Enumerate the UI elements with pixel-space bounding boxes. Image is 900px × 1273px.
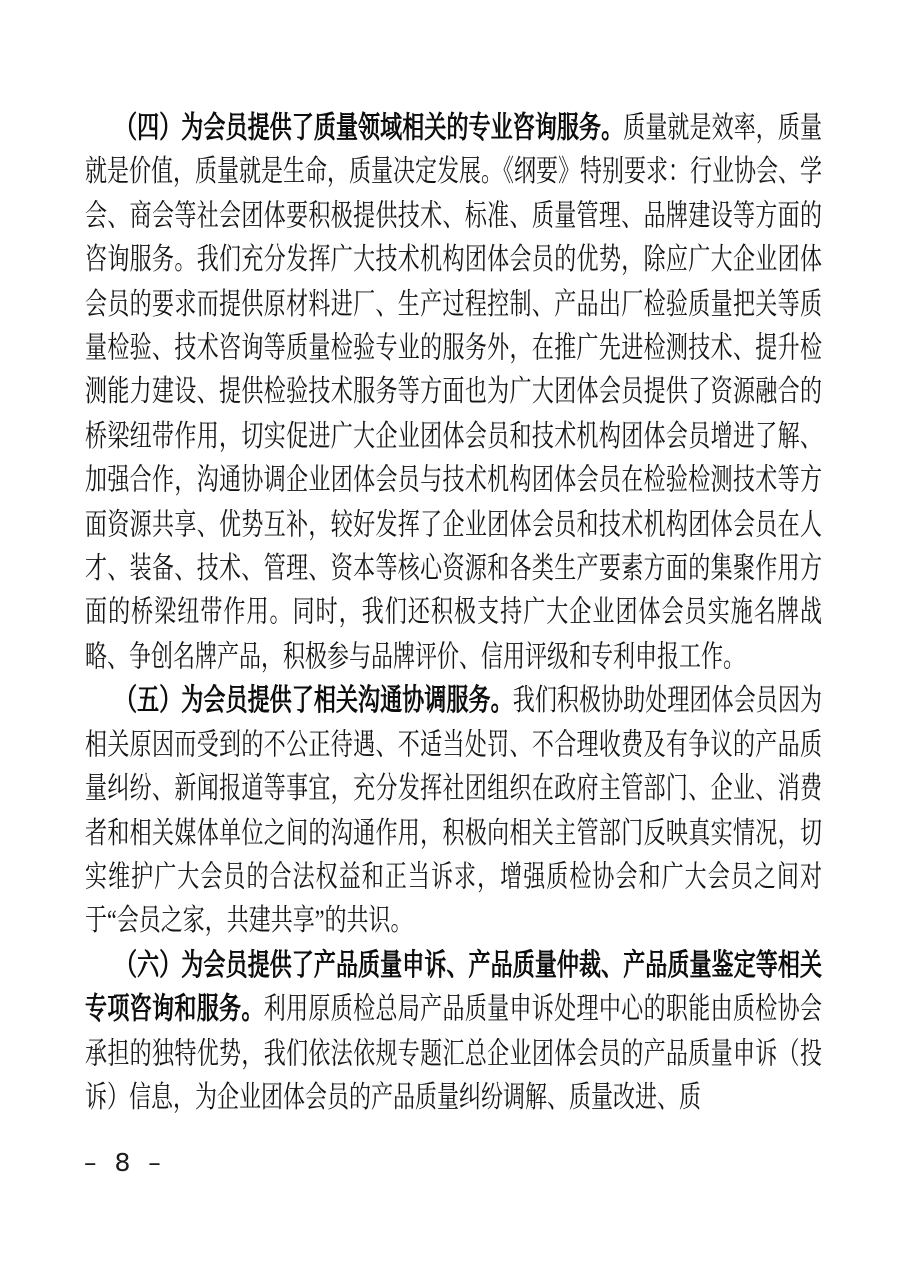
paragraph-section-4-heading: （四）为会员提供了质量领域相关的专业咨询服务。 — [115, 110, 624, 145]
paragraph-section-4-text: 质量就是效率，质量就是价值，质量就是生命，质量决定发展。《纲要》特别要求：行业协会、学会、商会等社会团体要积极提供技术、标准、质量管理、品牌建设等方面的咨询服务。我们充分发挥广大技术机构团体会员的优势，除应广大企业团体会员的要求而提供原材料进厂、生产过程控制、产品出厂检验质量把关等质量检验、技术咨询等质量检验专业的服务外，在推广先进检测技术、提升检测能力建设、提供检验技术服务等方面也为广大团体会员提供了资源融合的桥梁纽带作用，切实促进广大企业团体会员和技术机构团体会员增进了解、加强合作，沟通协调企业团体会员与技术机构团体会员在检验检测技术等方面资源共享、优势互补，较好发挥了企业团体会员和技术机构团体会员在人才、装备、技术、管理、资本等核心资源和各类生产要素方面的集聚作用方面的桥梁纽带作用。同时，我们还积极支持广大企业团体会员实施名牌战略、争创名牌产品，积极参与品牌评价、信用评级和专利申报工作。 — [85, 110, 823, 673]
paragraph-section-4 — [85, 106, 822, 679]
paragraph-section-6-text: 利用原质检总局产品质量申诉处理中心的职能由质检协会承担的独特优势，我们依法依规专题汇总企业团体会员的产品质量申诉（投诉）信息，为企业团体会员的产品质量纠纷调解、质量改进、质 — [85, 991, 822, 1114]
paragraph-section-5-heading: （五）为会员提供了相关沟通协调服务。 — [115, 683, 513, 718]
paragraph-section-6 — [85, 943, 822, 1119]
document-body — [85, 106, 822, 1120]
paragraph-section-5 — [85, 679, 822, 943]
paragraph-section-5-text: 我们积极协助处理团体会员因为相关原因而受到的不公正待遇、不适当处罚、不合理收费及有争议的产品质量纠纷、新闻报道等事宜，充分发挥社团组织在政府主管部门、企业、消费者和相关媒体单位之间的沟通作用，积极向相关主管部门反映真实情况，切实维护广大会员的合法权益和正当诉求，增强质检协会和广大会员之间对于“会员之家，共建共享”的共识。 — [85, 683, 822, 938]
paragraph-section-6-heading: （六）为会员提供了产品质量申诉、产品质量仲裁、产品质量鉴定等相关专项咨询和服务。 — [85, 947, 822, 1026]
page-number: – 8 – — [84, 1148, 166, 1177]
